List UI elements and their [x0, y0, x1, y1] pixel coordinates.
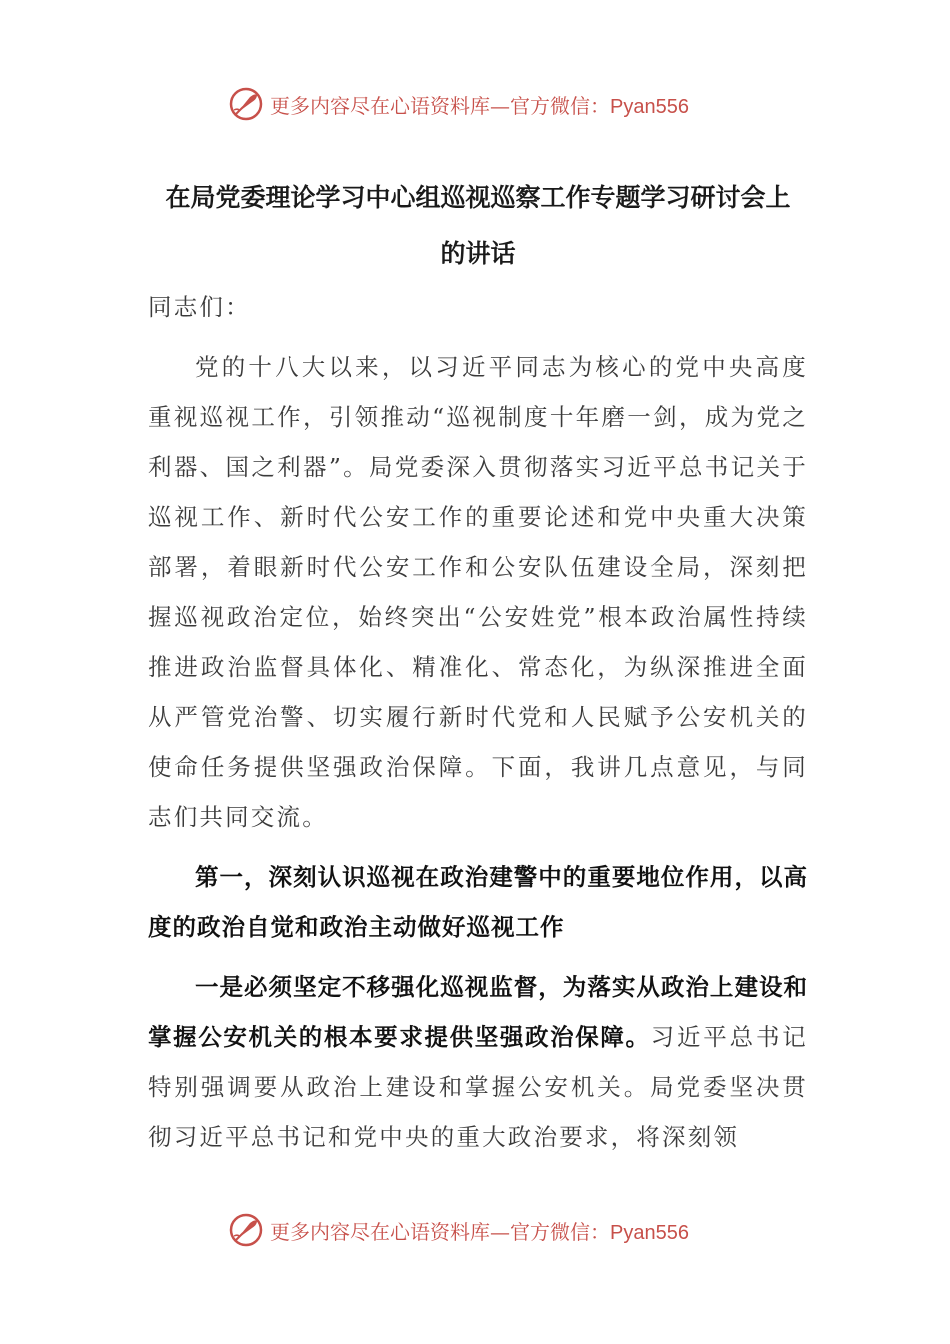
watermark-wechat-id: Pyan556 — [610, 95, 689, 118]
watermark-wechat-label: 官方微信： — [510, 93, 610, 118]
watermark-separator: — — [490, 93, 510, 118]
header-watermark — [228, 84, 748, 124]
watermark-wechat-label: 官方微信： — [510, 1219, 610, 1244]
document-title — [148, 170, 808, 282]
point-lead: 一是必须坚定不移强化巡视监督，为落实从政治上建设和掌握公安机关的根本要求提供坚强政治保障。 — [148, 973, 808, 1051]
watermark-separator: — — [490, 1219, 510, 1244]
watermark-wechat-id: Pyan556 — [610, 1221, 689, 1244]
title-line-1: 在局党委理论学习中心组巡视巡察工作专题学习研讨会上 — [165, 183, 791, 212]
document-body — [148, 282, 808, 1162]
footer-watermark — [228, 1210, 748, 1250]
watermark-site-text: 更多内容尽在心语资料库 — [270, 1219, 490, 1244]
salutation: 同志们： — [148, 293, 251, 321]
intro-paragraph: 党的十八大以来，以习近平同志为核心的党中央高度重视巡视工作，引领推动“巡视制度十年磨一剑，成为党之利器、国之利器”。局党委深入贯彻落实习近平总书记关于巡视工作、新时代公安工作的重要论述和党中央重大决策部署，着眼新时代公安工作和公安队伍建设全局，深刻把握巡视政治定位，始终突出“公安姓党”根本政治属性持续推进政治监督具体化、精准化、常态化，为纵深推进全面从严管党治警、切实履行新时代党和人民赋予公安机关的使命任务提供坚强政治保障。下面，我讲几点意见，与同志们共同交流。 — [148, 353, 808, 831]
section-heading: 第一，深刻认识巡视在政治建警中的重要地位作用，以高度的政治自觉和政治主动做好巡视工作 — [148, 863, 808, 941]
watermark-text — [270, 90, 689, 119]
watermark-site-text: 更多内容尽在心语资料库 — [270, 93, 490, 118]
title-line-2: 的讲话 — [440, 239, 516, 268]
point-body: 习近平总书记特别强调要从政治上建设和掌握公安机关。局党委坚决贯彻习近平总书记和党中央的重大政治要求，将深刻领 — [148, 1023, 808, 1151]
quill-pen-logo-icon — [228, 1212, 264, 1248]
quill-pen-logo-icon — [228, 86, 264, 122]
point-paragraph — [148, 962, 808, 1162]
watermark-text — [270, 1216, 689, 1245]
